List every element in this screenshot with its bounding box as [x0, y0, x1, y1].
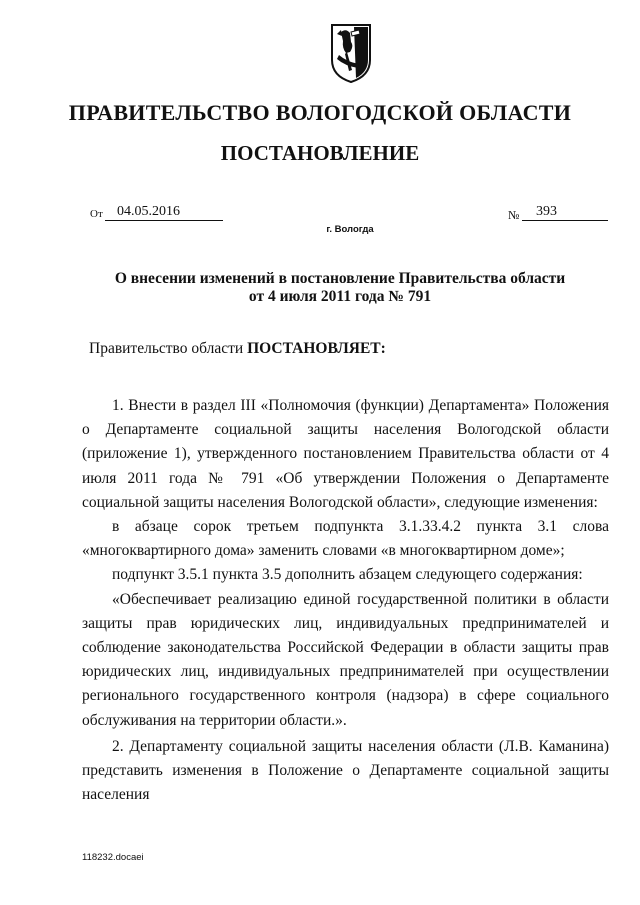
number-label: №	[508, 208, 520, 222]
resolves-prefix: Правительство области	[89, 340, 244, 357]
document-type: ПОСТАНОВЛЕНИЕ	[220, 141, 420, 165]
date-label: От	[90, 208, 103, 220]
footer-file-name: 118232.docaei	[82, 852, 144, 863]
paragraph-1: 1. Внести в раздел III «Полномочия (функции) Департамента» Положения о Департаменте социальной защиты населения Вологодской области (приложение 1), утвержденного постановлением Правительства области от 4 июля 2011 года № 791 «Об утверждении Положения о Департаменте социальной защиты населения Вологодской области», следующие изменения:	[82, 397, 609, 511]
document-subject	[60, 270, 620, 306]
subject-line-2: от 4 июля 2011 года № 791	[248, 288, 432, 305]
paragraph-5: 2. Департаменту социальной защиты населения области (Л.В. Каманина) представить изменения в Положение о Департаменте социальной защиты населения	[82, 737, 609, 804]
document-number-value: 393	[536, 204, 557, 219]
paragraph-2: в абзаце сорок третьем подпункта 3.1.33.4.2 пункта 3.1 слова «многоквартирного дома» заменить словами «в многоквартирном доме»;	[82, 518, 609, 560]
subject-line-1: О внесении изменений в постановление Правительства области	[114, 270, 566, 287]
resolves-verb: ПОСТАНОВЛЯЕТ:	[247, 340, 386, 357]
resolves-line	[89, 340, 386, 358]
document-body	[82, 394, 609, 807]
paragraph-4: «Обеспечивает реализацию единой государственной политики в области защиты прав юридических лиц, индивидуальных предпринимателей и соблюдение законодательства Российской Федерации в области защиты прав юридических лиц, индивидуальных предпринимателей при осуществлении регионального государственного контроля (надзора) в сфере социального обслуживания на территории области.».	[82, 590, 609, 729]
document-number	[522, 204, 608, 221]
government-title: ПРАВИТЕЛЬСТВО ВОЛОГОДСКОЙ ОБЛАСТИ	[68, 100, 572, 125]
paragraph-3: подпункт 3.5.1 пункта 3.5 дополнить абзацем следующего содержания:	[112, 566, 583, 584]
city-label: г. Вологда	[326, 224, 374, 235]
document-date-value: 04.05.2016	[117, 204, 180, 219]
document-date	[105, 204, 223, 221]
vologda-coat-of-arms-icon	[329, 22, 373, 84]
